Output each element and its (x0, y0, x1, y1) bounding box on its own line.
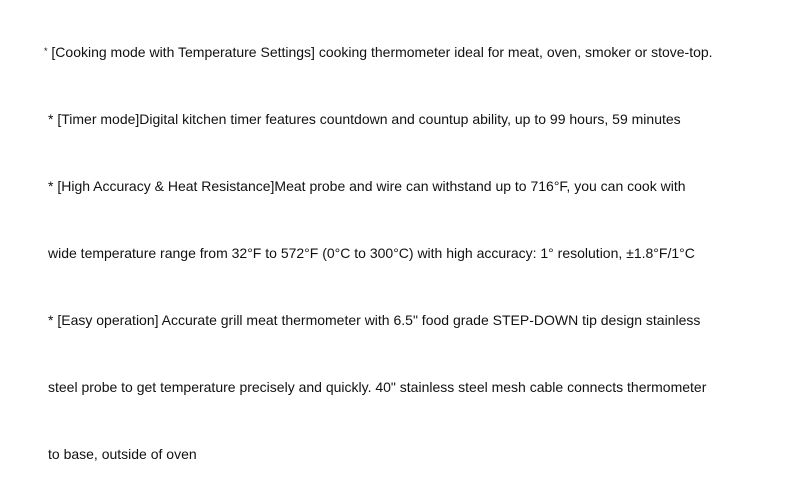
feature-line-cooking-mode (44, 43, 713, 61)
feature-line-accuracy: * [High Accuracy & Heat Resistance]Meat probe and wire can withstand up to 716°F, you can cook with (48, 178, 686, 194)
feature-line-easy-operation-end: to base, outside of oven (48, 446, 197, 462)
feature-text: [Cooking mode with Temperature Settings] cooking thermometer ideal for meat, oven, smoker or stove-top. (47, 44, 713, 60)
feature-line-accuracy-continued: wide temperature range from 32°F to 572°F (0°C to 300°C) with high accuracy: 1° resolution, ±1.8°F/1°C (48, 245, 695, 261)
feature-line-easy-operation: * [Easy operation] Accurate grill meat thermometer with 6.5" food grade STEP-DOWN tip design stainless (48, 312, 701, 328)
bullet-marker: * (44, 46, 48, 56)
feature-line-timer-mode: * [Timer mode]Digital kitchen timer features countdown and countup ability, up to 99 hours, 59 minutes (48, 111, 681, 127)
feature-line-easy-operation-continued: steel probe to get temperature precisely and quickly. 40" stainless steel mesh cable connects thermometer (48, 379, 707, 395)
